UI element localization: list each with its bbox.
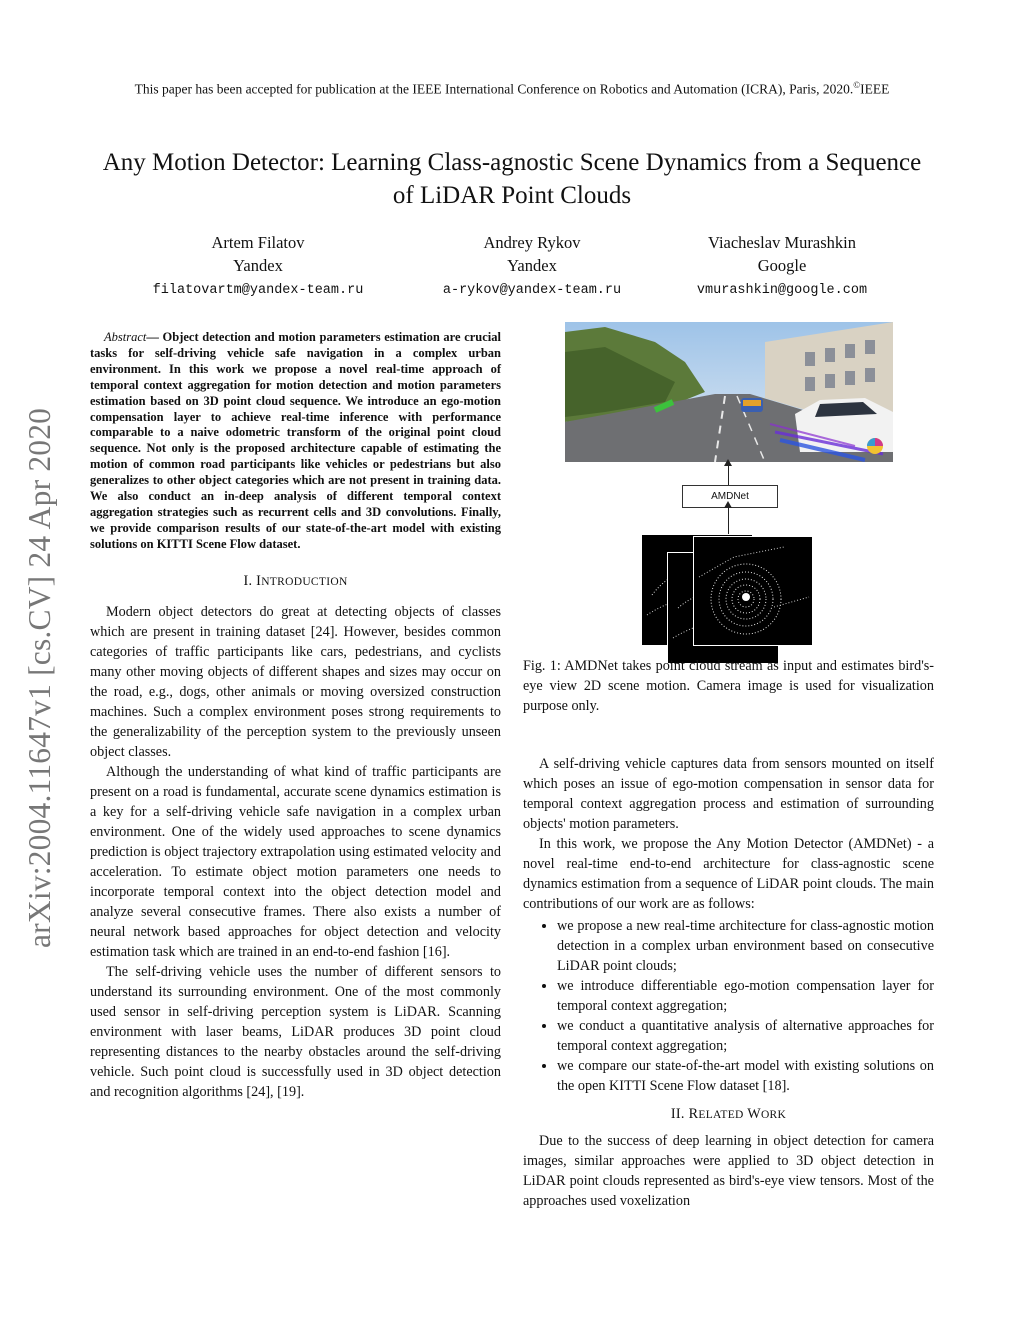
author-name: Artem Filatov (211, 233, 305, 252)
section-smallcaps: ORK (760, 1109, 787, 1121)
body-paragraph: Due to the success of deep learning in object detection for camera images, similar approaches were applied to 3D object detection in LiDAR point clouds represented as bird's-eye view tensors. Most of the approaches used voxelization (523, 1133, 934, 1209)
author-block (108, 231, 408, 302)
list-item: • we compare our state-of-the-art model with existing solutions on the open KITTI Scene Flow dataset [18]. (557, 1056, 934, 1096)
arrow-icon (728, 465, 729, 485)
contributions-list (523, 916, 934, 1096)
intro-paragraph: Modern object detectors do great at detecting objects of classes which are present in training dataset [24]. However, besides common categories of traffic participants like cars, pedestrians, and cyclists many other moving objects of different shapes and sizes may occur on the road, e.g., dogs, other animals or moving oversized construction machines. Such a complex environment poses strong requirements to the generalizability of the perception system to the previously unseen object classes. (90, 603, 501, 760)
list-item: • we introduce differentiable ego-motion compensation layer for temporal context aggregation; (557, 976, 934, 1016)
author-affiliation: Yandex (507, 256, 557, 275)
author-affiliation: Yandex (233, 256, 283, 275)
copyright-symbol: © (853, 80, 861, 90)
abstract-text: — Object detection and motion parameters estimation are crucial tasks for self-driving vehicle safe navigation in a complex urban environment. In this work we propose a novel real-time approach of temporal context aggregation for motion detection and motion parameters estimation based on 3D point cloud sequence. We introduce an ego-motion compensation layer to achieve real-time inference with performance comparable to a naive odometric transform of the original point cloud sequence. Not only is the proposed architecture capable of estimating the motion of common road participants like vehicles or pedestrians but also generalizes to other object categories which are not present in training data. We also conduct an in-deep analysis of different temporal context aggregation strategies such as recurrent cells and 3D convolutions. Finally, we provide comparison results of our state-of-the-art model with existing solutions on KITTI Scene Flow dataset. (90, 330, 501, 551)
author-affiliation: Google (757, 256, 807, 275)
point-cloud-illustration (694, 537, 812, 645)
author-block (632, 231, 932, 302)
author-email[interactable]: vmurashkin@google.com (696, 283, 868, 298)
author-name: Viacheslav Murashkin (708, 233, 856, 252)
street-scene-illustration (565, 322, 893, 462)
publication-notice (0, 80, 1024, 98)
author-email[interactable]: a-rykov@yandex-team.ru (442, 283, 622, 298)
list-item: • we conduct a quantitative analysis of alternative approaches for temporal context aggregation; (557, 1016, 934, 1056)
section-number: II. (670, 1106, 685, 1122)
notice-text: This paper has been accepted for publication at the IEEE International Conference on Robotics and Automation (ICRA), Paris, 2020. (134, 81, 854, 97)
right-column (523, 656, 934, 1211)
lidar-frame (693, 536, 813, 646)
section-initial: I (256, 572, 262, 589)
section-number: I. (243, 572, 253, 589)
camera-image (565, 322, 893, 462)
abstract (90, 330, 501, 553)
amdnet-block: AMDNet (682, 485, 778, 508)
arrow-icon (728, 507, 729, 534)
section-initial: R (688, 1106, 699, 1122)
intro-paragraph: The self-driving vehicle uses the number of different sensors to understand its surrounding environment. One of the most commonly used sensor in self-driving perception system is LiDAR. Scanning environment with laser beams, LiDAR produces 3D point cloud representing distances to the nearby obstacles around the self-driving vehicle. Such point cloud is successfully used in 3D object detection and recognition algorithms [24], [19]. (90, 963, 501, 1100)
section-initial: W (747, 1106, 761, 1122)
paper-title: Any Motion Detector: Learning Class-agnostic Scene Dynamics from a Sequence of LiDAR Point Clouds (102, 149, 922, 209)
author-name: Andrey Rykov (483, 233, 581, 252)
copyright-holder: IEEE (860, 81, 890, 97)
intro-paragraph: Although the understanding of what kind of traffic participants are present on a road is fundamental, accurate scene dynamics estimation is a key for a self-driving vehicle safe navigation in a complex urban environment. One of the widely used approaches to scene dynamics prediction is object trajectory extrapolation using estimated velocity and acceleration. To estimate object motion parameters one needs to incorporate temporal context into the object detection model and analyze several consecutive frames. There also exists a number of neural network based approaches for object detection and velocity estimation task which are trained in an end-to-end fashion [16]. (90, 763, 501, 960)
figure-caption: Fig. 1: AMDNet takes point cloud stream as input and estimates bird's-eye view 2D scene motion. Camera image is used for visualization purpose only. (523, 658, 934, 714)
author-email[interactable]: filatovartm@yandex-team.ru (152, 283, 364, 298)
abstract-label: Abstract (104, 330, 147, 344)
list-item: • we propose a new real-time architecture for class-agnostic motion detection in a complex urban environment based on consecutive LiDAR point clouds; (557, 916, 934, 976)
section-heading-related-work (523, 1104, 934, 1125)
arxiv-stamp: arXiv:2004.11647v1 [cs.CV] 24 Apr 2020 (22, 407, 57, 948)
figure-1 (565, 322, 895, 652)
body-paragraph: In this work, we propose the Any Motion Detector (AMDNet) - a novel real-time end-to-end architecture for class-agnostic scene dynamics estimation from a sequence of LiDAR point clouds. The main contributions of our work are as follows: (523, 836, 934, 912)
section-heading-introduction (90, 571, 501, 592)
body-paragraph: A self-driving vehicle captures data from sensors mounted on itself which poses an issue of ego-motion compensation in sensor data for temporal context aggregation process and estimation of surrounding objects' motion parameters. (523, 756, 934, 832)
section-smallcaps: NTRODUCTION (261, 575, 348, 588)
left-column (90, 330, 501, 1102)
section-smallcaps: ELATED (698, 1109, 744, 1121)
